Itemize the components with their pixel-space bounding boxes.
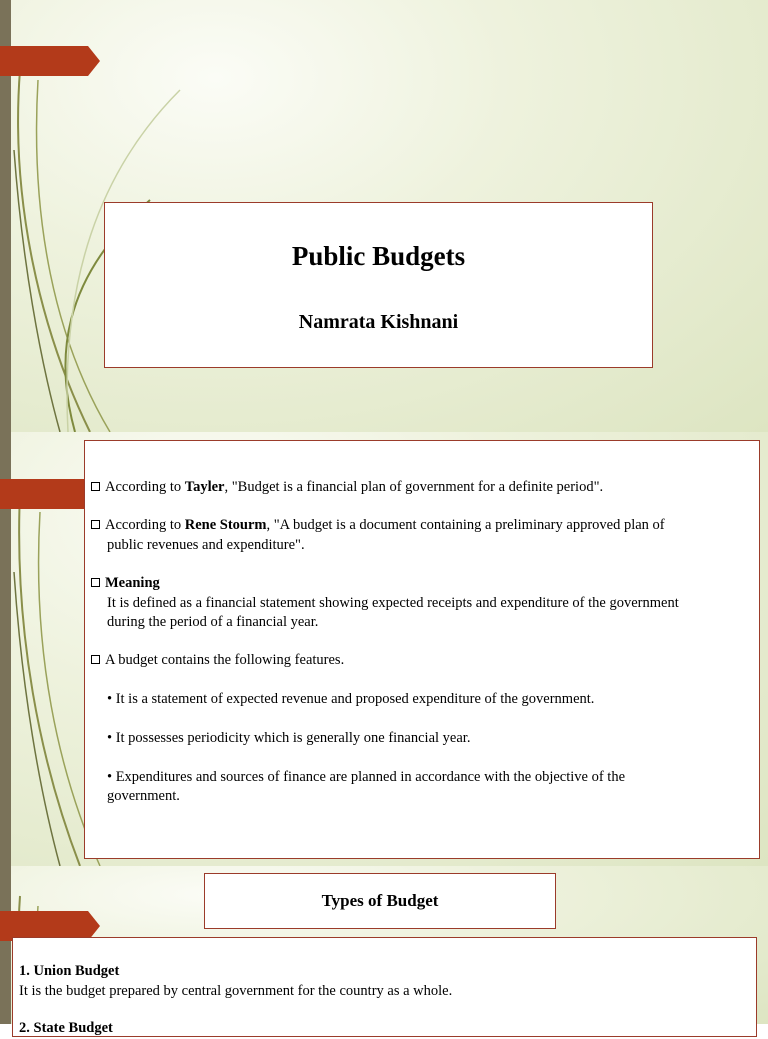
feature-bullet-3-cont: government. (107, 788, 180, 804)
features-intro: A budget contains the following features. (91, 651, 747, 671)
checkbox-bullet-icon (91, 482, 100, 491)
quote-rene-stourm: According to Rene Stourm, "A budget is a document containing a preliminary approved plan of public revenues and expenditure". (91, 516, 747, 555)
feature-bullet-1: • It is a statement of expected revenue and proposed expenditure of the government. (107, 691, 595, 707)
definition-box (84, 440, 760, 859)
title-box (104, 202, 653, 368)
feature-bullet-3: • Expenditures and sources of finance are planned in accordance with the objective of the (107, 769, 625, 785)
union-budget-text: It is the budget prepared by central government for the country as a whole. (19, 982, 453, 999)
left-sidebar-bar (0, 866, 11, 1024)
types-title-box (204, 873, 556, 929)
union-budget-heading: 1. Union Budget (19, 963, 120, 979)
presentation-title: Public Budgets (291, 241, 466, 271)
slide-title (0, 0, 768, 432)
checkbox-bullet-icon (91, 578, 100, 587)
checkbox-bullet-icon (91, 655, 100, 664)
state-budget-heading: 2. State Budget (19, 1020, 113, 1036)
slide-definition (0, 432, 768, 866)
author-name: Namrata Kishnani (298, 311, 459, 333)
types-content-box (12, 937, 757, 1037)
accent-arrow-tab (0, 46, 100, 76)
checkbox-bullet-icon (91, 520, 100, 529)
meaning-heading: Meaning (105, 575, 160, 591)
types-title: Types of Budget (321, 891, 439, 910)
meaning-section: Meaning It is defined as a financial statement showing expected receipts and expenditure of the government during the period of a financial year. (91, 574, 747, 633)
slide-types (0, 866, 768, 1036)
feature-bullet-2: • It possesses periodicity which is generally one financial year. (107, 730, 471, 746)
quote-tayler: According to Tayler, "Budget is a financial plan of government for a definite period". (91, 478, 747, 498)
